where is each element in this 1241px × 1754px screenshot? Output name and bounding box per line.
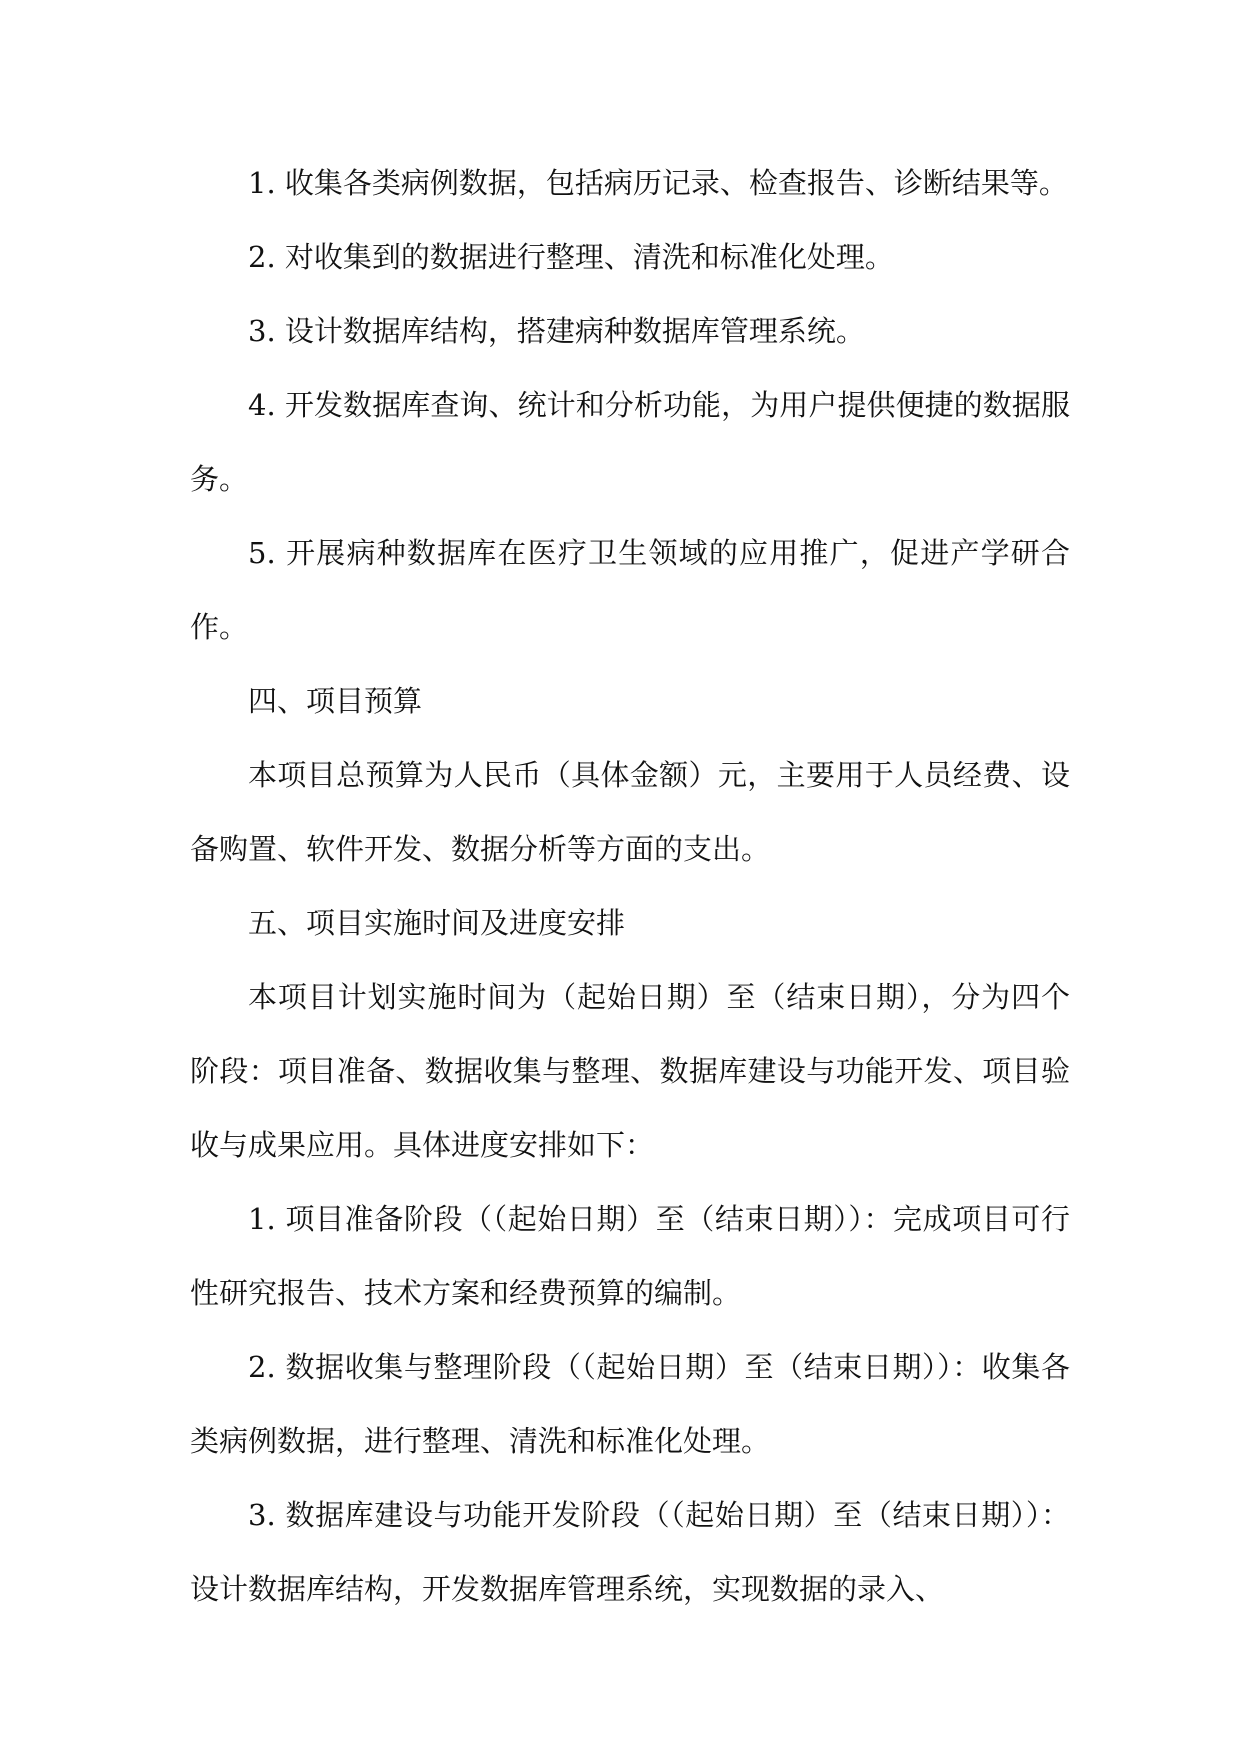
list-item-clean-data: 2. 对收集到的数据进行整理、清洗和标准化处理。 (248, 240, 894, 274)
budget-paragraph: 本项目总预算为人民币（具体金额）元，主要用于人员经费、设备购置、软件开发、数据分析等方面的支出。 (190, 758, 1070, 866)
list-item-design-database: 3. 设计数据库结构，搭建病种数据库管理系统。 (248, 314, 865, 348)
list-item-develop-functions: 4. 开发数据库查询、统计和分析功能，为用户提供便捷的数据服务。 (190, 388, 1070, 496)
schedule-paragraph: 本项目计划实施时间为（起始日期）至（结束日期），分为四个阶段：项目准备、数据收集与整理、数据库建设与功能开发、项目验收与成果应用。具体进度安排如下： (190, 980, 1070, 1162)
stage-item-database-development: 3. 数据库建设与功能开发阶段（（起始日期）至（结束日期））：设计数据库结构，开发数据库管理系统，实现数据的录入、 (190, 1498, 1070, 1606)
stage-item-preparation: 1. 项目准备阶段（（起始日期）至（结束日期））：完成项目可行性研究报告、技术方案和经费预算的编制。 (190, 1202, 1070, 1310)
document-body (190, 146, 1070, 1626)
list-item-collect-data: 1. 收集各类病例数据，包括病历记录、检查报告、诊断结果等。 (248, 166, 1068, 200)
section-heading-budget: 四、项目预算 (248, 684, 423, 718)
list-item-promote-application: 5. 开展病种数据库在医疗卫生领域的应用推广，促进产学研合作。 (190, 536, 1070, 644)
stage-item-data-collection: 2. 数据收集与整理阶段（（起始日期）至（结束日期））：收集各类病例数据，进行整理、清洗和标准化处理。 (190, 1350, 1070, 1458)
section-heading-schedule: 五、项目实施时间及进度安排 (248, 906, 626, 940)
